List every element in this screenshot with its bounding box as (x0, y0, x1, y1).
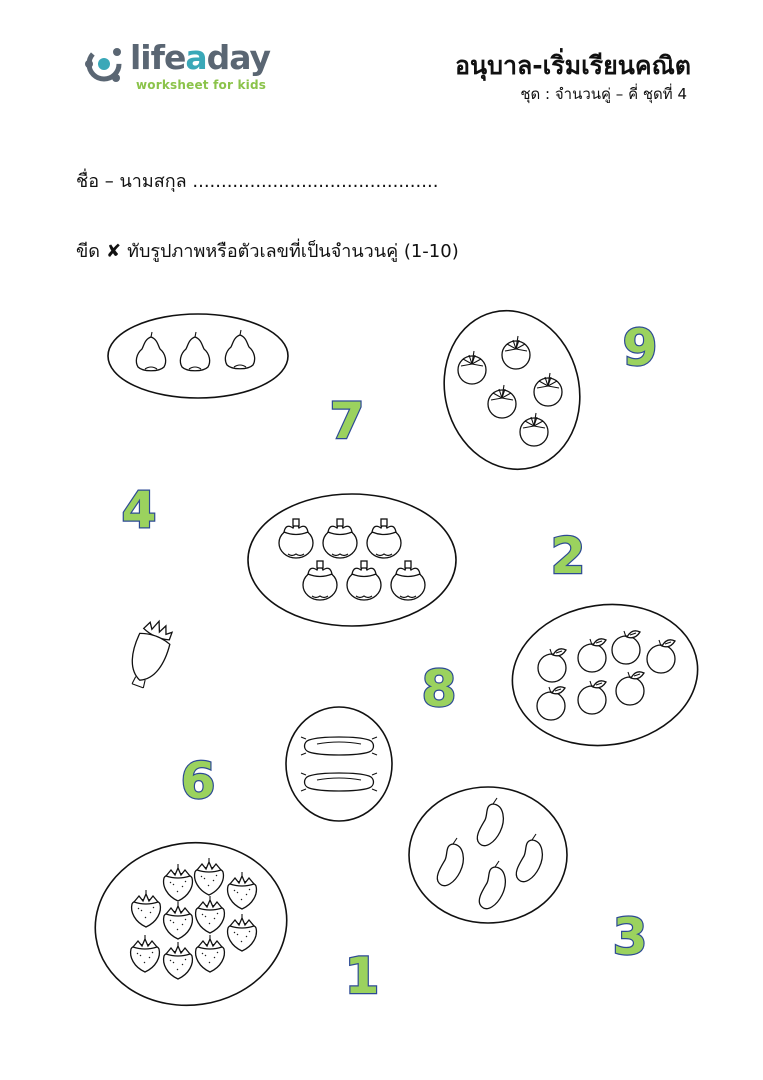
fruit-group-strawberry[interactable] (85, 830, 298, 1017)
number-item[interactable]: 1 (344, 947, 380, 1005)
fruit-group-orange[interactable] (503, 593, 707, 758)
number-item[interactable]: 6 (180, 752, 216, 810)
instruction-text: ทับรูปภาพหรือตัวเลขที่เป็นจำนวนคู่ (1-10) (127, 241, 459, 262)
sausage-icon (301, 737, 377, 755)
cross-mark-icon: ✘ (106, 241, 122, 262)
instruction-prefix: ขีด (76, 241, 100, 262)
logo-wordmark: lifeaday (130, 38, 271, 77)
logo-tagline: worksheet for kids (136, 78, 267, 92)
sausage-icon (301, 773, 377, 791)
fruit-group-tomato[interactable] (428, 296, 597, 484)
number-item[interactable]: 7 (329, 392, 365, 450)
number-item[interactable]: 4 (121, 481, 157, 539)
page-subtitle: ชุด : จำนวนคู่ – คี่ ชุดที่ 4 (520, 85, 687, 103)
page-title: อนุบาล-เริ่มเรียนคณิต (454, 51, 691, 80)
fruit-group-mangosteen[interactable] (248, 494, 456, 626)
number-item[interactable]: 9 (622, 319, 658, 377)
fruit-group-mango[interactable] (409, 787, 567, 923)
name-field: ชื่อ – นามสกุล ........................................... (76, 171, 439, 192)
number-item[interactable]: 2 (550, 527, 586, 585)
number-item[interactable]: 8 (421, 660, 457, 718)
fruit-group-sausage[interactable] (286, 707, 392, 821)
number-item[interactable]: 3 (612, 908, 648, 966)
fruit-pineapple[interactable] (122, 616, 176, 691)
fruit-group-rose-apple[interactable] (108, 314, 288, 398)
